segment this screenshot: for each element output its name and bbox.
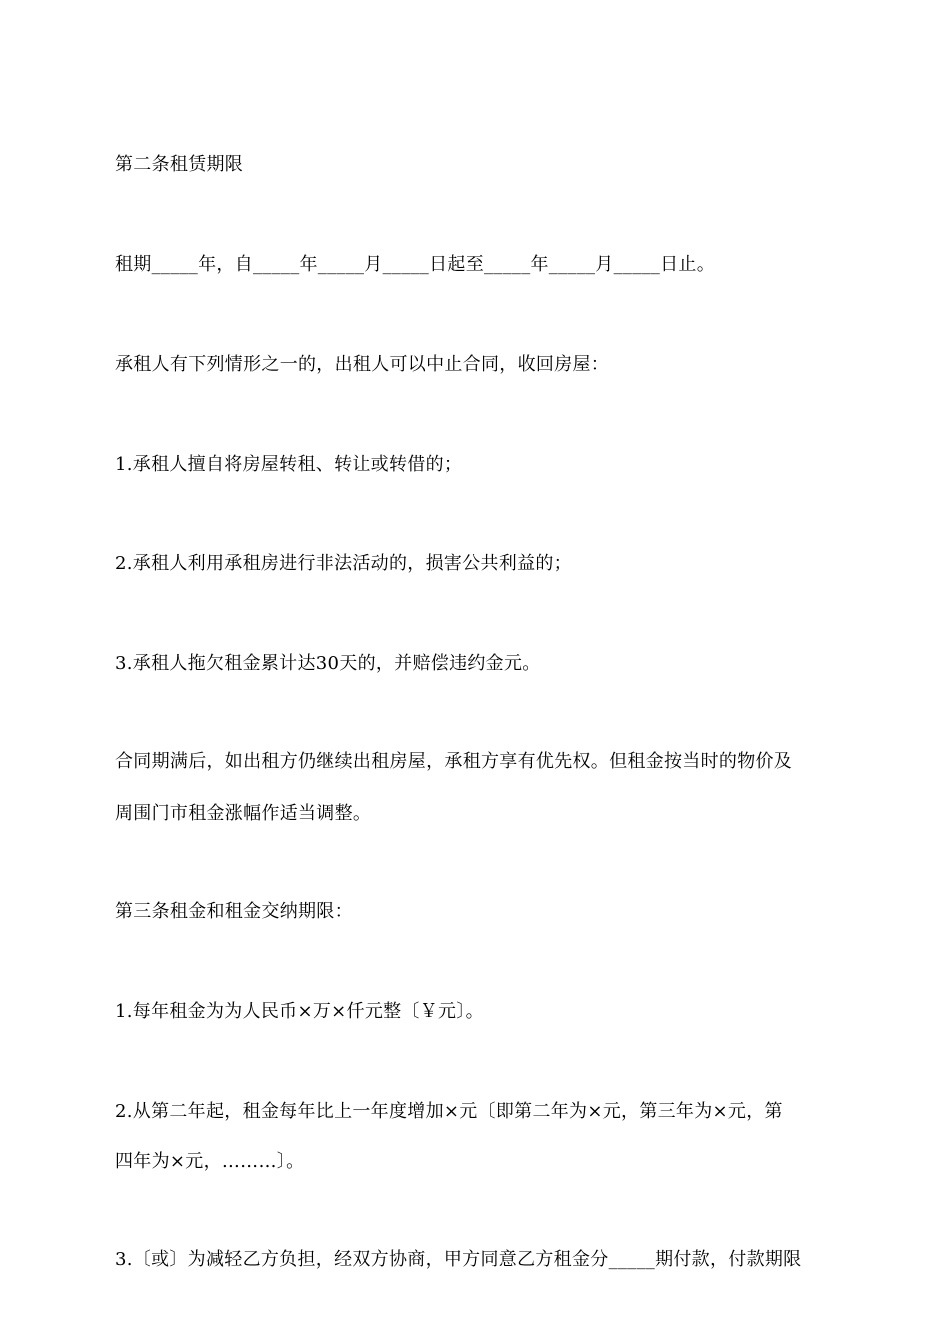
renewal-paragraph-line-2: 周围门市租金涨幅作适当调整。 (115, 803, 372, 824)
rent-item-2-line-2: 四年为×元，………〕。 (115, 1151, 305, 1172)
article-3-heading: 第三条租金和租金交纳期限： (115, 901, 353, 922)
termination-item-3: 3.承租人拖欠租金累计达30天的，并赔偿违约金元。 (115, 653, 541, 674)
termination-intro: 承租人有下列情形之一的，出租人可以中止合同，收回房屋： (115, 354, 610, 375)
rent-item-1: 1.每年租金为为人民币×万×仟元整〔￥元〕。 (115, 1001, 484, 1022)
termination-item-1: 1.承租人擅自将房屋转租、转让或转借的； (115, 454, 463, 475)
lease-term-line: 租期_____年，自_____年_____月_____日起至_____年_____月_____日止。 (115, 254, 715, 275)
article-2-heading: 第二条租赁期限 (115, 154, 244, 175)
rent-item-2-line-1: 2.从第二年起，租金每年比上一年度增加×元〔即第二年为×元，第三年为×元，第 (115, 1101, 783, 1122)
renewal-paragraph-line-1: 合同期满后，如出租方仍继续出租房屋，承租方享有优先权。但租金按当时的物价及 (115, 751, 793, 772)
termination-item-2: 2.承租人利用承租房进行非法活动的，损害公共利益的； (115, 553, 572, 574)
rent-item-3-line-1: 3.〔或〕为减轻乙方负担，经双方协商，甲方同意乙方租金分_____期付款，付款期限 (115, 1249, 802, 1270)
